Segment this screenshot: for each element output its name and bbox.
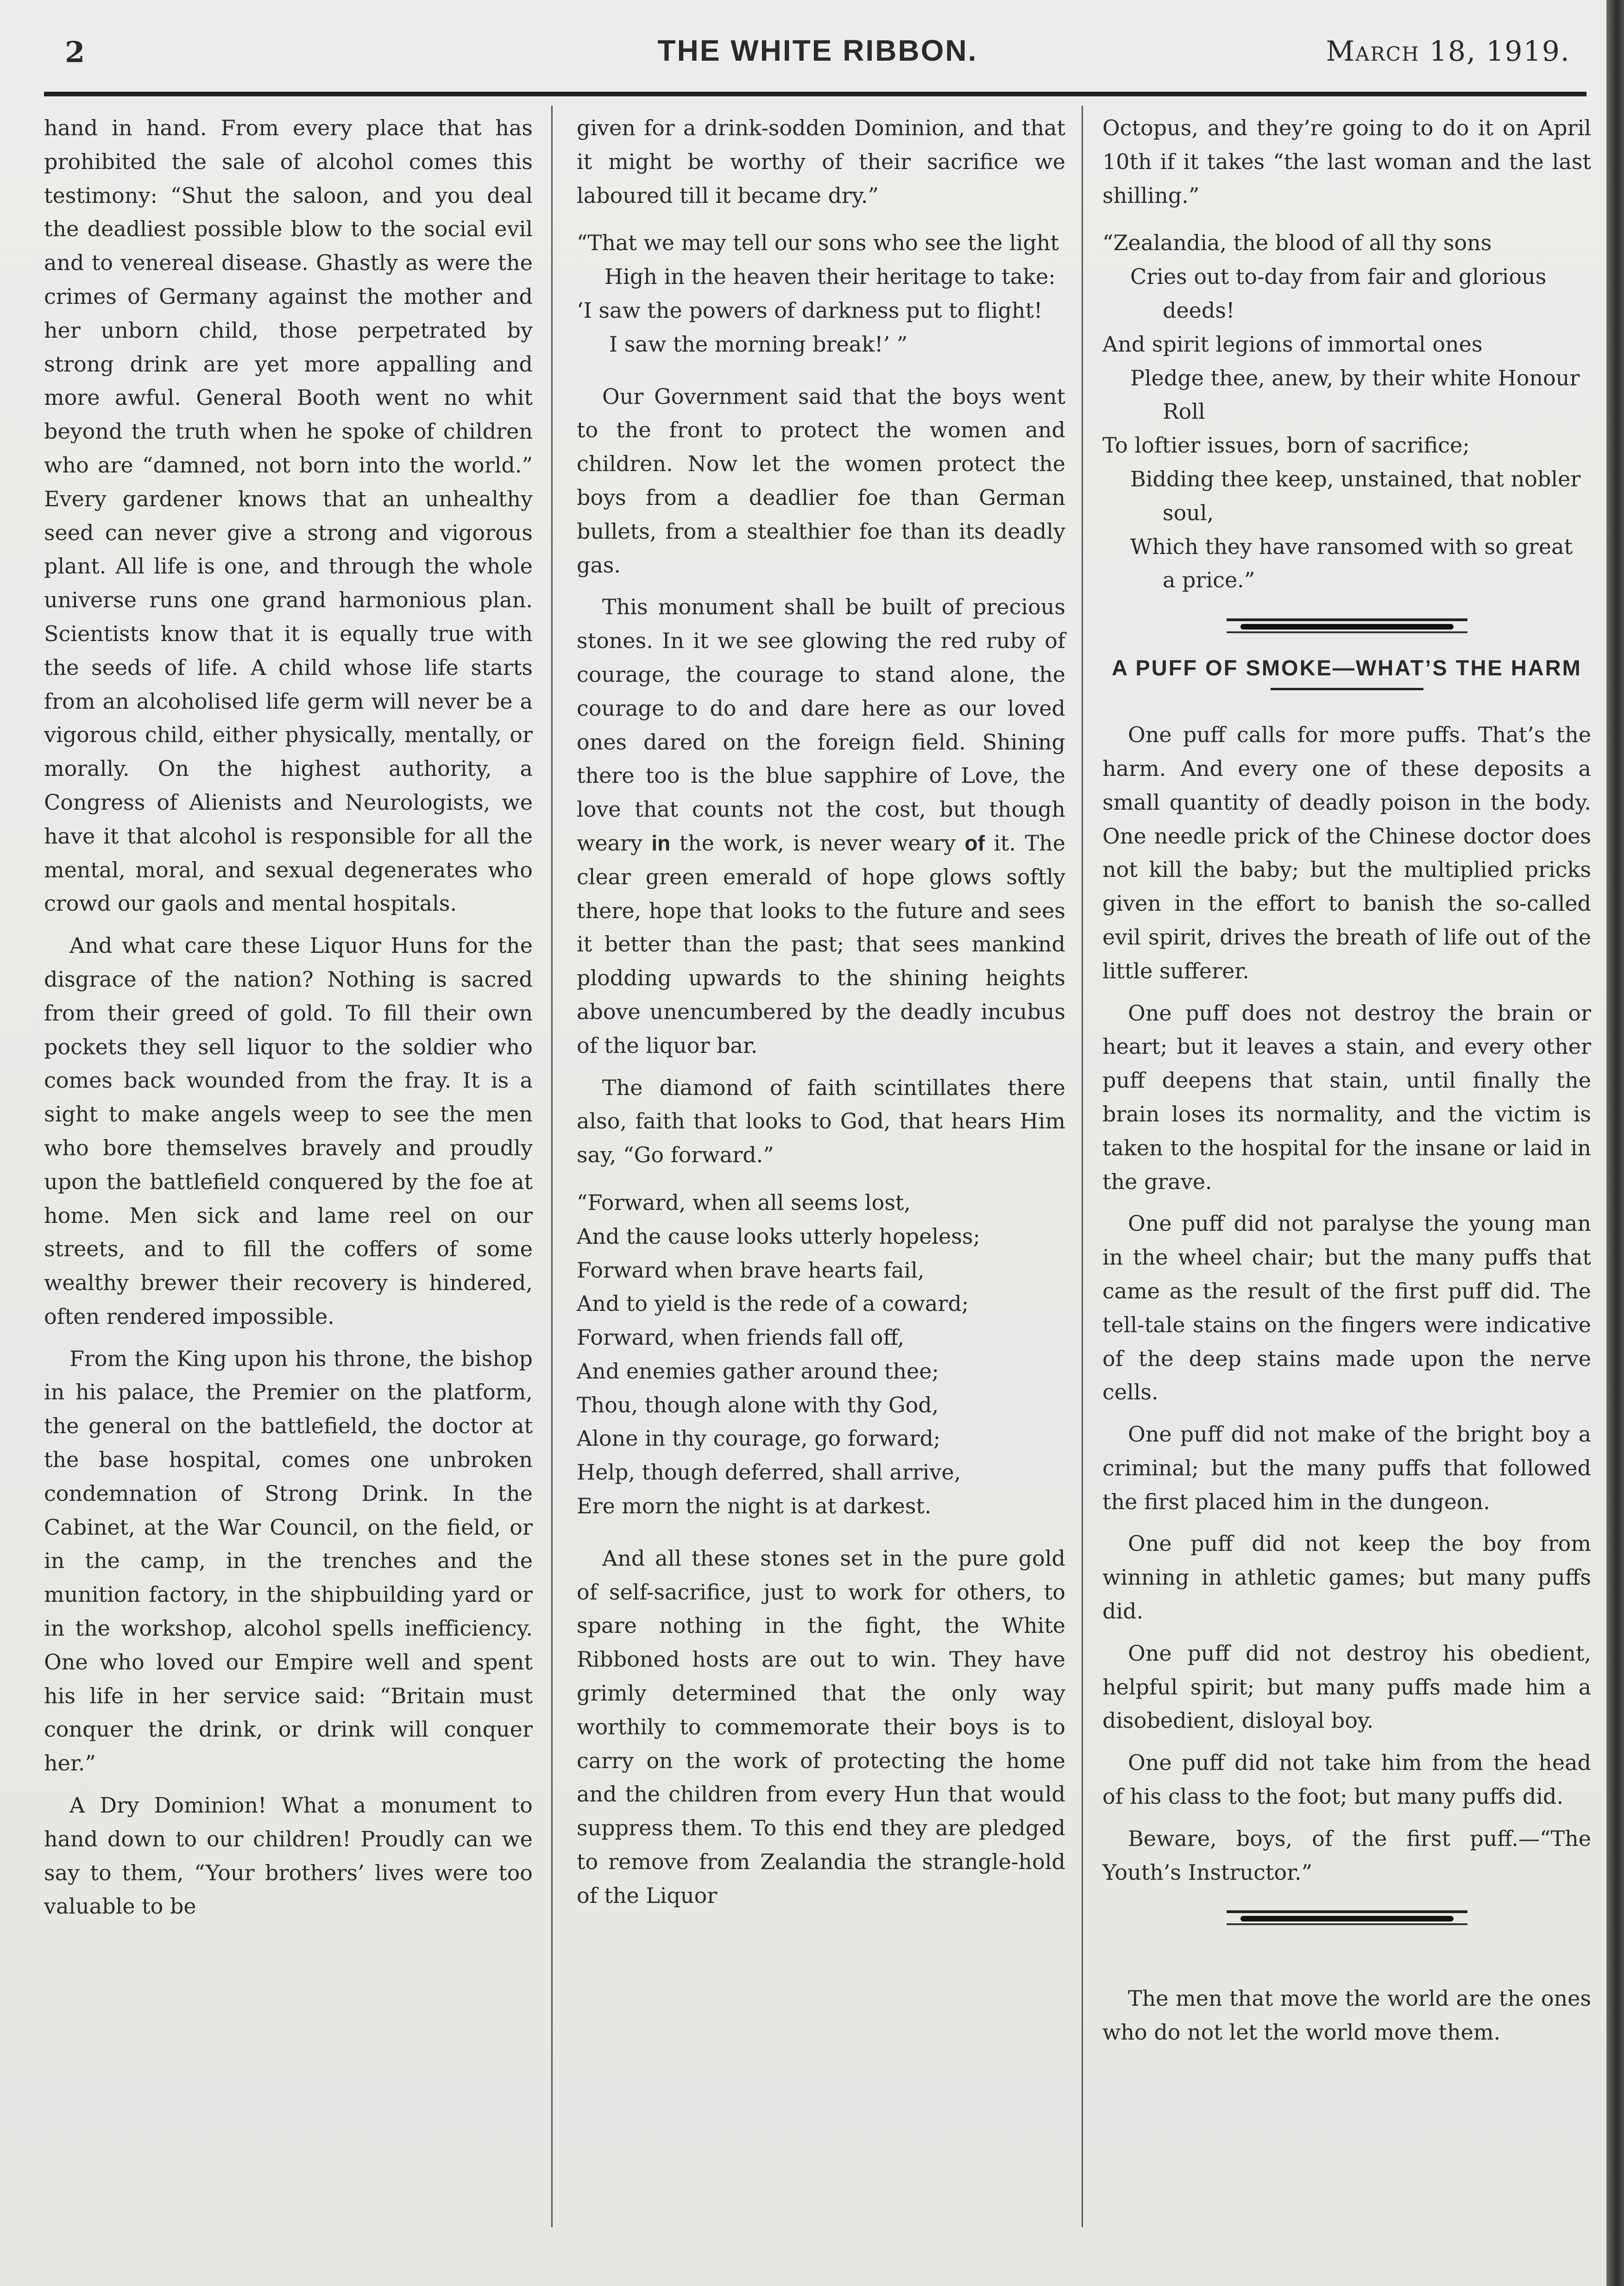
paragraph: One puff does not destroy the brain or heart; but it leaves a stain, and every other puff deepens that stain, until finally the brain loses its normality, and the victim is taken to the hospital for the insane or laid in the grave.	[1102, 1000, 1591, 1194]
section-ornament	[1227, 616, 1467, 634]
column-1	[44, 111, 533, 1932]
poem-line: “That we may tell our sons who see the light	[577, 230, 1059, 256]
masthead	[65, 29, 1570, 84]
page-binding-edge	[1606, 0, 1624, 2286]
poem-line: And the cause looks utterly hopeless;	[577, 1223, 981, 1249]
paragraph: One puff did not make of the bright boy a criminal; but the many puffs that followed the first placed him in the dungeon.	[1102, 1422, 1591, 1514]
paragraph: One puff did not destroy his obedient, helpful spirit; but many puffs made him a disobedient, disloyal boy.	[1102, 1640, 1591, 1733]
poem-line: Cries out to-day from fair and glorious deeds!	[1130, 264, 1547, 323]
column-divider	[1082, 106, 1083, 2227]
poem-line: Thou, though alone with thy God,	[577, 1392, 939, 1417]
poem-line: Bidding thee keep, unstained, that nobler soul,	[1130, 466, 1581, 525]
paragraph: Beware, boys, of the first puff.—“The Youth’s Instructor.”	[1102, 1826, 1591, 1885]
poem-line: Alone in thy courage, go forward;	[577, 1426, 941, 1451]
bold-word: of	[964, 831, 985, 855]
section-ornament	[1227, 1908, 1467, 1926]
publication-title: THE WHITE RIBBON.	[657, 34, 978, 67]
poem-line: Which they have ransomed with so great a price.”	[1130, 534, 1573, 593]
closing-quote: The men that move the world are the ones who do not let the world move them.	[1102, 1986, 1591, 2045]
paragraph: Octopus, and they’re going to do it on April 10th if it takes “the last woman and the last shilling.”	[1102, 115, 1591, 208]
paragraph: One puff did not keep the boy from winning in athletic games; but many puffs did.	[1102, 1531, 1591, 1624]
text-run: the work, is never weary	[679, 830, 956, 856]
poem-line: Pledge thee, anew, by their white Honour Roll	[1130, 365, 1580, 424]
paragraph	[577, 590, 1065, 1062]
poem-line: Forward, when friends fall off,	[577, 1325, 905, 1350]
paragraph: One puff did not take him from the head of his class to the foot; but many puffs did.	[1102, 1750, 1591, 1809]
poem-line: Ere morn the night is at darkest.	[577, 1493, 932, 1519]
poem-verse	[577, 1186, 1065, 1523]
paragraph: given for a drink-sodden Dominion, and that it might be worthy of their sacrifice we laboured till it became dry.”	[577, 115, 1065, 208]
paragraph: One puff did not paralyse the young man in the wheel chair; but the many puffs that came as the result of the first puff did. The tell-tale stains on the fingers were indicative of the deep stains made upon the nerve cells.	[1102, 1211, 1591, 1405]
poem-line: And spirit legions of immortal ones	[1102, 331, 1483, 357]
article-heading: A PUFF OF SMOKE—WHAT’S THE HARM	[1112, 655, 1582, 680]
column-divider	[551, 106, 553, 2227]
poem-line: And enemies gather around thee;	[577, 1358, 939, 1384]
text-run: This monument shall be built of precious stones. In it we see glowing the red ruby of courage, the courage to stand alone, the courage to do and dare here as our loved ones dared on the foreign field. Shining there too is the blue sapphire of Love, the love that counts not the cost, but though weary	[577, 594, 1065, 856]
poem-line: Help, though deferred, shall arrive,	[577, 1460, 961, 1485]
text-run: it. The clear green emerald of hope glows softly there, hope that looks to the future and sees it better than the past; that sees mankind plodding upwards to the shining heights above unencumbered by the deadly incubus of the liquor bar.	[577, 830, 1065, 1058]
issue-date: March 18, 1919.	[1326, 35, 1570, 68]
poem-line: To loftier issues, born of sacrifice;	[1102, 433, 1470, 458]
bold-word: in	[651, 831, 671, 855]
heading-rule	[1271, 688, 1423, 690]
paragraph: And all these stones set in the pure gold of self-sacrifice, just to work for others, to spare nothing in the fight, the White Ribboned hosts are out to win. They have grimly determined that the only way worthily to commemorate their boys is to carry on the work of protecting the home and the children from every Hun that would suppress them. To this end they are pledged to remove from Zealandia the strangle-hold of the Liquor	[577, 1545, 1065, 1908]
poem-line: High in the heaven their heritage to take:	[604, 264, 1056, 290]
poem-line: Forward when brave hearts fail,	[577, 1257, 925, 1283]
paragraph: hand in hand. From every place that has prohibited the sale of alcohol comes this testimony: “Shut the saloon, and you deal the deadliest possible blow to the social evil and to venereal disease. Ghastly as were the crimes of Germany against the mother and her unborn child, those perpetrated by strong drink are yet more appalling and more awful. General Booth went no whit beyond the truth when he spoke of children who are “damned, not born into the world.” Every gardener knows that an unhealthy seed can never give a strong and vigorous plant. All life is one, and through the whole universe runs one grand harmonious plan. Scientists know that it is equally true with the seeds of life. A child whose life starts from an alcoholised life germ will never be a vigorous child, either physically, mentally, or morally. On the highest authority, a Congress of Alienists and Neurologists, we have it that alcohol is responsible for all the mental, moral, and sexual degenerates who crowd our gaols and mental hospitals.	[44, 115, 533, 916]
poem-line: “Forward, when all seems lost,	[577, 1190, 911, 1215]
poem-verse	[577, 226, 1065, 361]
paragraph: The diamond of faith scintillates there also, faith that looks to God, that hears Him say, “Go forward.”	[577, 1075, 1065, 1168]
paragraph: A Dry Dominion! What a monument to hand down to our children! Proudly can we say to them, “Your brothers’ lives were too valuable to be	[44, 1793, 533, 1919]
poem-line: And to yield is the rede of a coward;	[577, 1291, 969, 1316]
paragraph: And what care these Liquor Huns for the disgrace of the nation? Nothing is sacred from their greed of gold. To fill their own pockets they sell liquor to the soldier who comes back wounded from the fray. It is a sight to make angels weep to see the men who bore themselves bravely and proudly upon the battlefield conquered by the foe at home. Men sick and lame reel on our streets, and to fill the coffers of some wealthy brewer their recovery is hindered, often rendered impossible.	[44, 933, 533, 1329]
paragraph: One puff calls for more puffs. That’s the harm. And every one of these deposits a small quantity of deadly poison in the body. One needle prick of the Chinese doctor does not kill the baby; but the multiplied pricks given in the effort to banish the so-called evil spirit, drives the breath of life out of the little sufferer.	[1102, 722, 1591, 983]
poem-line: ‘I saw the powers of darkness put to flight!	[577, 297, 1043, 323]
poem-line: I saw the morning break!’ ”	[609, 331, 908, 357]
paragraph: From the King upon his throne, the bishop in his palace, the Premier on the platform, the general on the battlefield, the doctor at the base hospital, comes one unbroken condemnation of Strong Drink. In the Cabinet, at the War Council, on the field, or in the camp, in the trenches and the munition factory, in the shipbuilding yard or in the workshop, alcohol spells inefficiency. One who loved our Empire well and spent his life in her service said: “Britain must conquer the drink, or drink will conquer her.”	[44, 1346, 533, 1776]
page-number: 2	[65, 35, 85, 69]
masthead-rule	[44, 92, 1586, 96]
column-2	[577, 111, 1065, 1921]
paragraph: Our Government said that the boys went to the front to protect the women and children. Now let the women protect the boys from a deadlier foe than German bullets, from a stealthier foe than its deadly gas.	[577, 384, 1065, 578]
column-3	[1102, 111, 1591, 2058]
poem-line: “Zealandia, the blood of all thy sons	[1102, 230, 1492, 256]
poem-verse	[1102, 226, 1591, 597]
